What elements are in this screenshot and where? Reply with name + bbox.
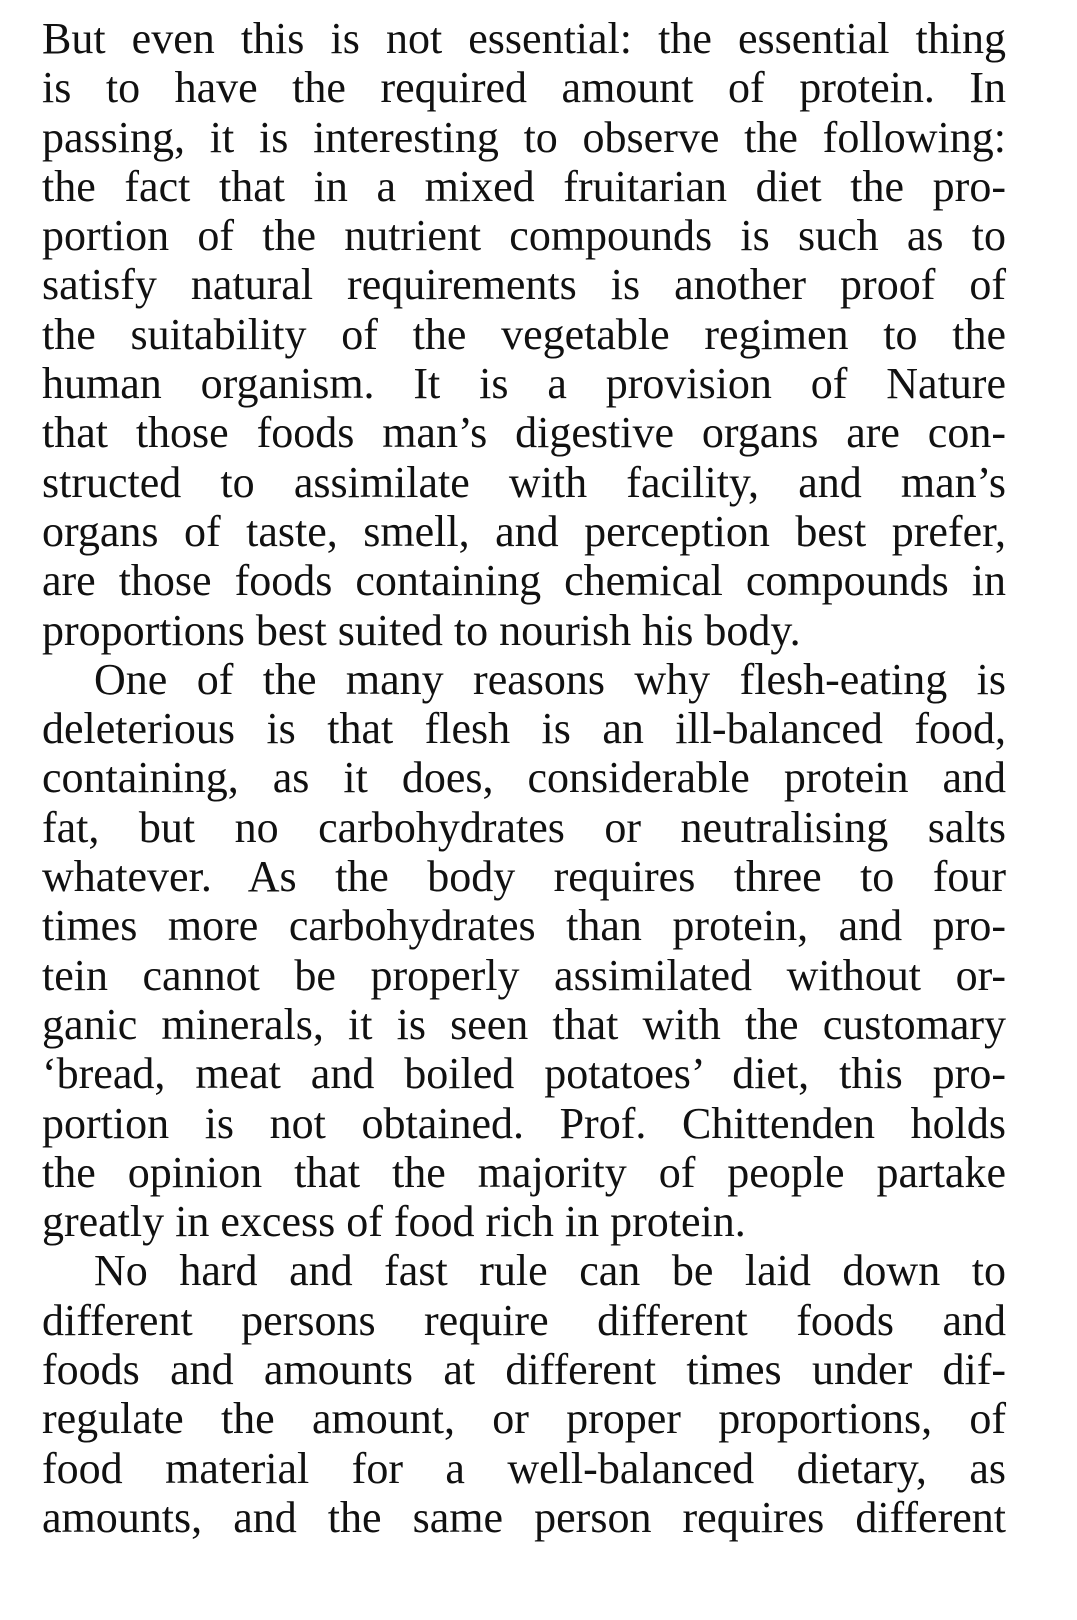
text-line: greatly in excess of food rich in protein. — [42, 1197, 746, 1247]
text-line: the suitability of the vegetable regimen to the — [42, 309, 1006, 359]
text-line: portion is not obtained. Prof. Chittenden holds — [42, 1098, 1006, 1148]
text-line: the opinion that the majority of people partake — [42, 1147, 1006, 1197]
text-line: structed to assimilate with facility, and man’s — [42, 457, 1006, 507]
text-line: is to have the required amount of protein. In — [42, 63, 1006, 113]
text-line: But even this is not essential: the essential thing — [42, 14, 1006, 63]
text-line: that those foods man’s digestive organs are con- — [42, 408, 1006, 458]
paragraph-2 — [42, 655, 1006, 1247]
text-line: proportions best suited to nourish his body. — [42, 605, 801, 655]
book-page — [42, 14, 1006, 1542]
text-line: passing, it is interesting to observe the following: — [42, 112, 1006, 162]
text-line: One of the many reasons why flesh-eating is — [94, 654, 1006, 704]
text-line: times more carbohydrates than protein, and pro- — [42, 901, 1006, 951]
text-line: containing, as it does, considerable protein and — [42, 753, 1006, 803]
text-line: human organism. It is a provision of Nature — [42, 359, 1006, 409]
text-line: regulate the amount, or proper proportions, of — [42, 1394, 1006, 1444]
text-line: deleterious is that flesh is an ill-balanced food, — [42, 704, 1006, 754]
text-line: fat, but no carbohydrates or neutralising salts — [42, 802, 1006, 852]
text-line: different persons require different foods and — [42, 1295, 1006, 1345]
text-line: whatever. As the body requires three to four — [42, 852, 1006, 902]
text-line: No hard and fast rule can be laid down to — [94, 1246, 1006, 1296]
paragraph-1 — [42, 14, 1006, 655]
text-line: portion of the nutrient compounds is such as to — [42, 211, 1006, 261]
text-line: ‘bread, meat and boiled potatoes’ diet, this pro- — [42, 1049, 1006, 1099]
text-line: are those foods containing chemical compounds in — [42, 556, 1006, 606]
text-line: the fact that in a mixed fruitarian diet the pro- — [42, 161, 1006, 211]
text-line: satisfy natural requirements is another proof of — [42, 260, 1006, 310]
text-line: ganic minerals, it is seen that with the customary — [42, 999, 1006, 1049]
text-line: organs of taste, smell, and perception best prefer, — [42, 506, 1006, 556]
text-line: foods and amounts at different times under dif- — [42, 1345, 1006, 1395]
text-line: food material for a well-balanced dietary, as — [42, 1443, 1006, 1493]
paragraph-3 — [42, 1246, 1006, 1542]
text-line: amounts, and the same person requires different — [42, 1492, 1006, 1542]
text-line: tein cannot be properly assimilated without or- — [42, 950, 1006, 1000]
